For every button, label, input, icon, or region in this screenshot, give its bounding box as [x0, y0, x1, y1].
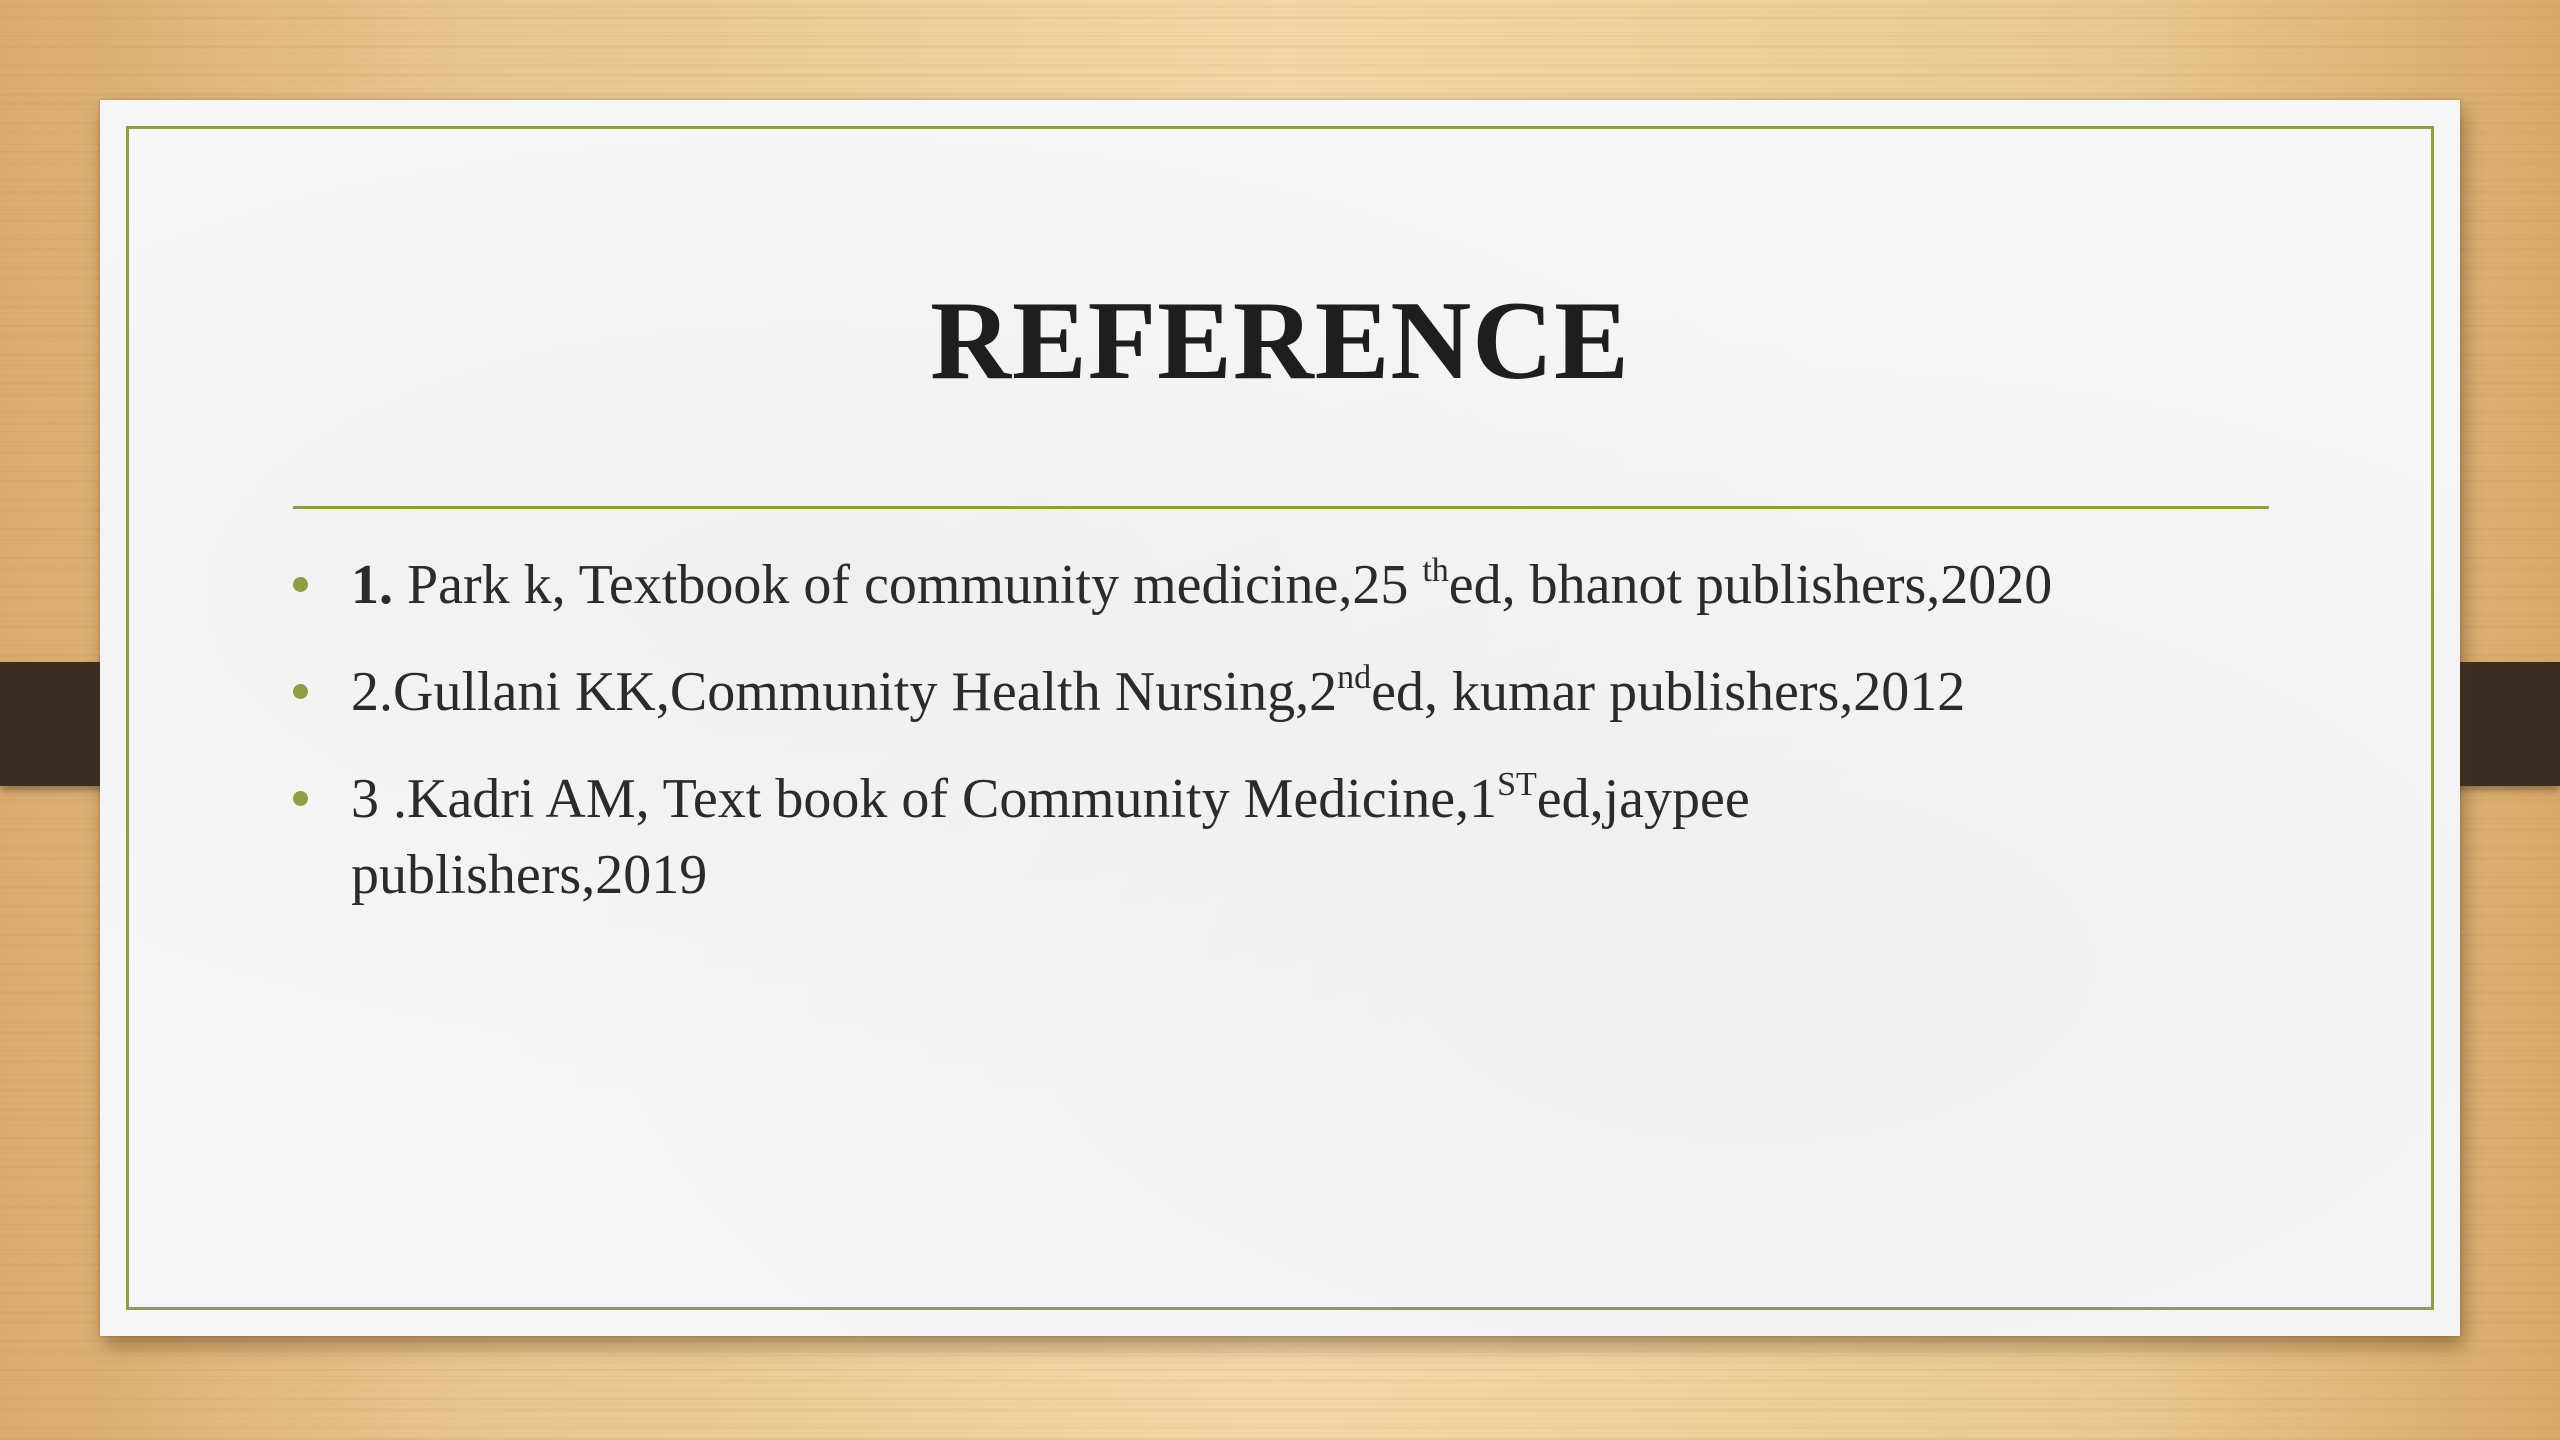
reference-text: Park k, Textbook of community medicine,25	[393, 554, 1423, 616]
reference-item-1	[293, 547, 2293, 623]
reference-text: 2.Gullani KK,Community Health Nursing,2	[351, 661, 1338, 723]
title-divider	[293, 506, 2269, 509]
reference-text: 3 .Kadri AM, Text book of Community Medicine,1	[351, 768, 1498, 830]
bullet-icon	[293, 791, 308, 806]
reference-text-cont: ed, bhanot publishers,2020	[1448, 554, 2053, 616]
reference-number: 1.	[351, 554, 393, 616]
reference-item-3	[293, 761, 2293, 913]
bullet-icon	[293, 577, 308, 592]
slide-title: REFERENCE	[930, 279, 1630, 403]
reference-list	[293, 547, 2293, 944]
reference-text-cont: ed, kumar publishers,2012	[1371, 661, 1966, 723]
reference-item-2	[293, 654, 2293, 730]
ordinal-superscript: nd	[1337, 659, 1372, 696]
slide-paper	[100, 100, 2460, 1336]
reference-text-cont: ed,jaypee	[1536, 768, 1750, 830]
bullet-icon	[293, 684, 308, 699]
ordinal-superscript: ST	[1497, 766, 1537, 803]
reference-text-line2: publishers,2019	[351, 844, 708, 906]
ordinal-superscript: th	[1422, 552, 1449, 589]
